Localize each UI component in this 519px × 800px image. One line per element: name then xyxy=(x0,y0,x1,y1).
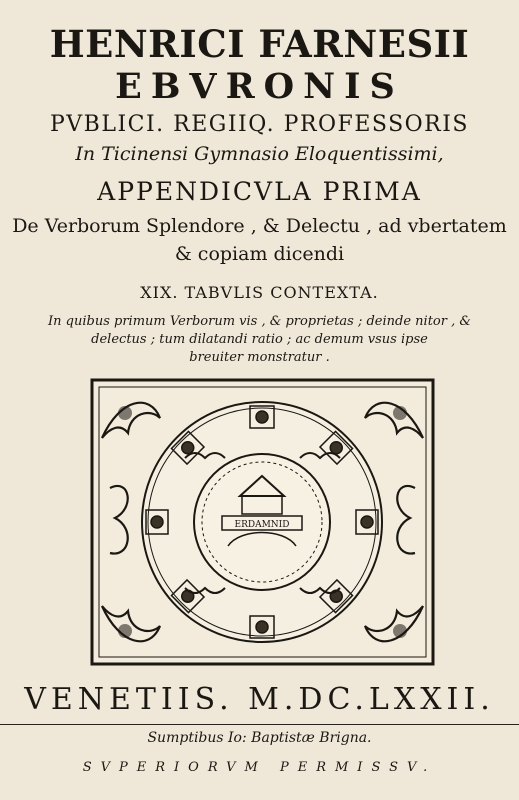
author-institution: In Ticinensi Gymnasio Eloquentissimi, xyxy=(75,143,444,165)
author-name: HENRICI FARNESII xyxy=(49,22,470,66)
description-line-2: delectus ; tum dilatandi ratio ; ac demum vsus ipse xyxy=(91,332,428,347)
imprint-place-date: VENETIIS. M.DC.LXXII. xyxy=(24,682,495,717)
ornament-scroll-text: ERDAMNID xyxy=(234,520,290,530)
divider-rule xyxy=(0,724,519,725)
description-line-3: breuiter monstratur . xyxy=(189,350,330,365)
author-title: PVBLICI. REGIIQ. PROFESSORIS xyxy=(49,112,470,137)
imprint-printer: Sumptibus Io: Baptistæ Brigna. xyxy=(147,730,372,746)
work-subtitle-2: & copiam dicendi xyxy=(174,243,345,265)
work-subtitle-1: De Verborum Splendore , & Delectu , ad vbertatem xyxy=(12,215,507,237)
work-tables: XIX. TABVLIS CONTEXTA. xyxy=(140,283,379,302)
description-line-1: In quibus primum Verborum vis , & proprietas ; deinde nitor , & xyxy=(48,314,471,329)
work-title: APPENDICVLA PRIMA xyxy=(97,177,422,206)
author-origin: EBVRONIS xyxy=(115,66,404,107)
woodcut-printer-device-icon xyxy=(90,378,435,666)
imprint-permission: SVPERIORVM PERMISSV. xyxy=(82,760,437,775)
